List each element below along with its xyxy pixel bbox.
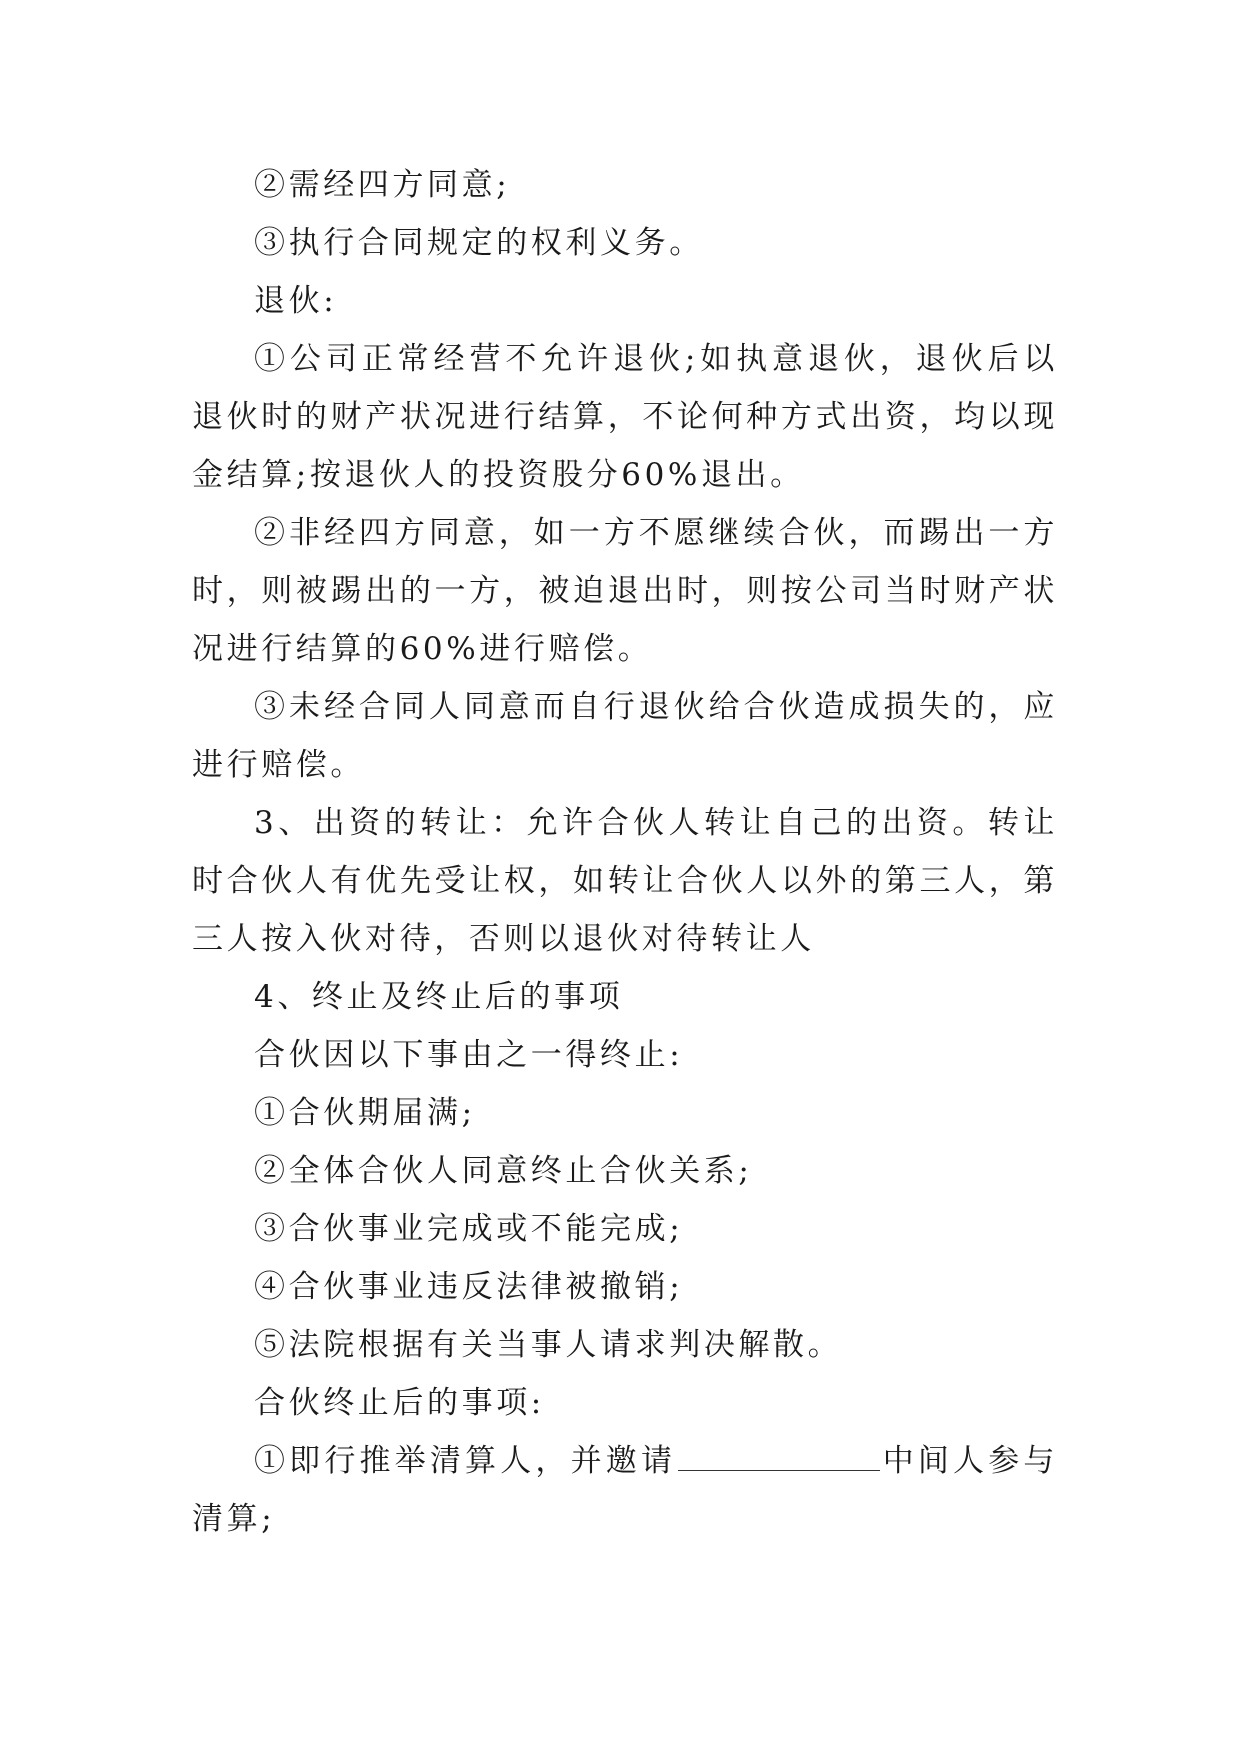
paragraph-16-start: ①即行推举清算人，并邀请 xyxy=(254,1443,677,1479)
paragraph-12: ③合伙事业完成或不能完成; xyxy=(254,1211,684,1247)
paragraph-7: 3、出资的转让：允许合伙人转让自己的出资。转让时合伙人有优先受让权，如转让合伙人以外的第三人，第三人按入伙对待，否则以退伙对待转让人 xyxy=(192,805,1058,957)
paragraph-11: ②全体合伙人同意终止合伙关系; xyxy=(254,1153,753,1189)
paragraph-5: ②非经四方同意，如一方不愿继续合伙，而踢出一方时，则被踢出的一方，被迫退出时，则按公司当时财产状况进行结算的60%进行赔偿。 xyxy=(192,515,1058,667)
paragraph-16 xyxy=(192,1432,1058,1548)
paragraph-4: ①公司正常经营不允许退伙;如执意退伙，退伙后以退伙时的财产状况进行结算，不论何种方式出资，均以现金结算;按退伙人的投资股分60%退出。 xyxy=(192,341,1058,493)
paragraph-3: 退伙: xyxy=(254,283,338,319)
paragraph-2: ③执行合同规定的权利义务。 xyxy=(254,225,704,261)
paragraph-16-end: 中间人参与清算; xyxy=(192,1443,1059,1537)
paragraph-8: 4、终止及终止后的事项 xyxy=(254,979,624,1015)
document-body xyxy=(192,156,1058,1548)
fill-in-blank xyxy=(678,1440,880,1471)
paragraph-13: ④合伙事业违反法律被撤销; xyxy=(254,1269,684,1305)
paragraph-10: ①合伙期届满; xyxy=(254,1095,476,1131)
paragraph-9: 合伙因以下事由之一得终止: xyxy=(254,1037,684,1073)
paragraph-6: ③未经合同人同意而自行退伙给合伙造成损失的，应进行赔偿。 xyxy=(192,689,1058,783)
paragraph-15: 合伙终止后的事项: xyxy=(254,1385,545,1421)
paragraph-1: ②需经四方同意; xyxy=(254,167,511,203)
paragraph-14: ⑤法院根据有关当事人请求判决解散。 xyxy=(254,1327,843,1363)
